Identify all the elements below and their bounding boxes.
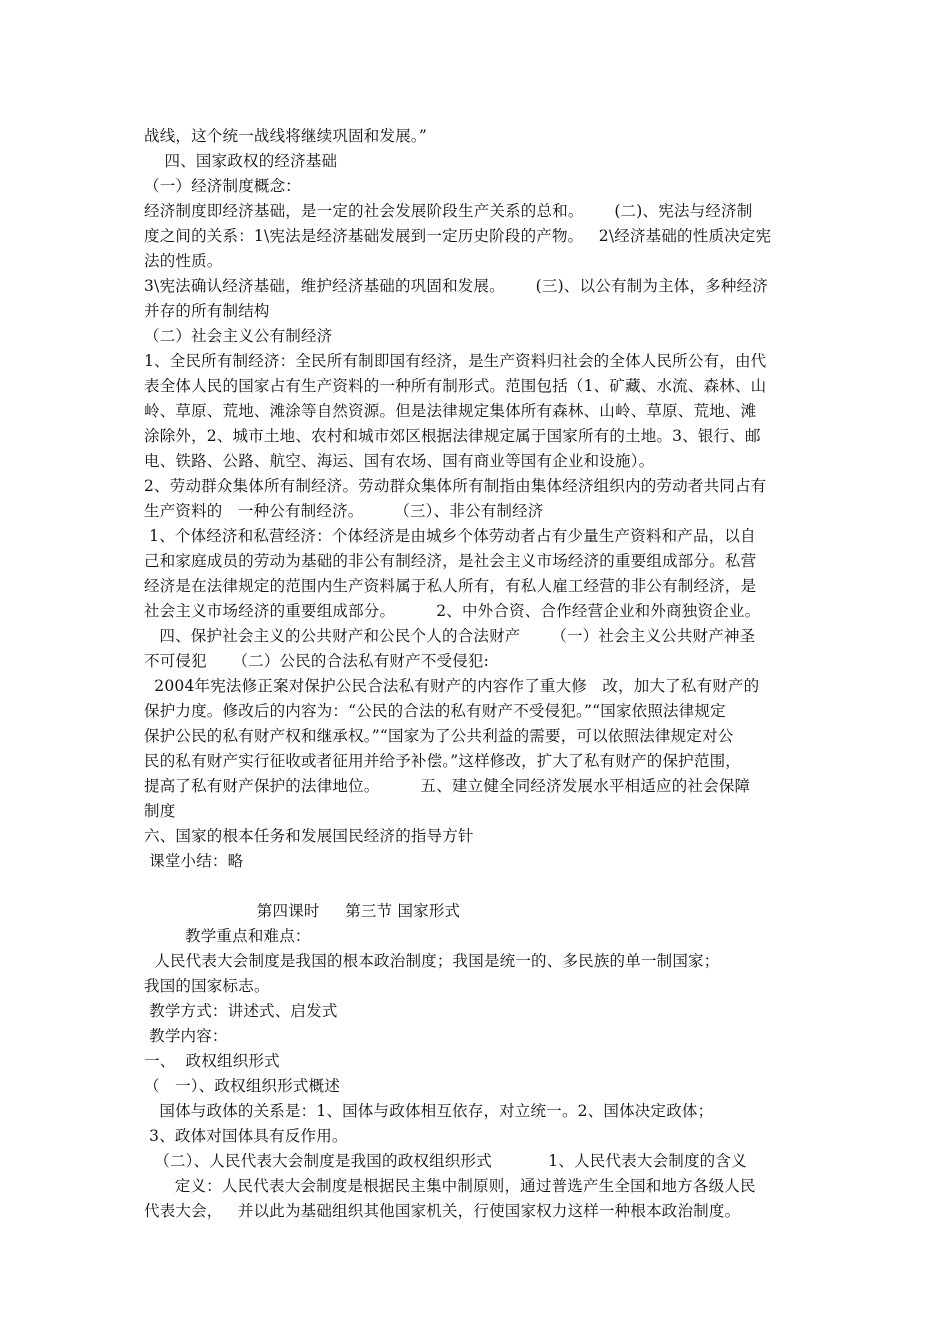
text-line: 经济是在法律规定的范围内生产资料属于私人所有，有私人雇工经营的非公有制经济，是 <box>144 577 757 595</box>
text-line: （二）、人民代表大会制度是我国的政权组织形式 1、人民代表大会制度的含义 <box>144 1152 747 1170</box>
text-line: 人民代表大会制度是我国的根本政治制度；我国是统一的、多民族的单一制国家； <box>144 952 720 970</box>
text-line: 保护公民的私有财产权和继承权。”“国家为了公共利益的需要，可以依照法律规定对公 <box>144 727 734 745</box>
text-line: 我国的国家标志。 <box>144 977 270 995</box>
subsection-heading: （ 一）、政权组织形式概述 <box>144 1077 341 1095</box>
text-line: 岭、草原、荒地、滩涂等自然资源。但是法律规定集体所有森林、山岭、草原、荒地、滩 <box>144 402 757 420</box>
text-line: 定义：人民代表大会制度是根据民主集中制原则，通过普选产生全国和地方各级人民 <box>144 1177 756 1195</box>
text-line: 生产资料的 一种公有制经济。 （三）、非公有制经济 <box>144 502 544 520</box>
text-line: 1、全民所有制经济：全民所有制即国有经济，是生产资料归社会的全体人民所公有，由代 <box>144 352 767 370</box>
section-heading: 六、国家的根本任务和发展国民经济的指导方针 <box>144 827 474 845</box>
text-line: 教学内容： <box>144 1027 228 1045</box>
text-line: 度之间的关系：1\宪法是经济基础发展到一定历史阶段的产物。 2\经济基础的性质决定宪 <box>144 227 772 245</box>
text-line: 国体与政体的关系是：1、国体与政体相互依存，对立统一。2、国体决定政体； <box>144 1102 714 1120</box>
text-line: 3\宪法确认经济基础，维护经济基础的巩固和发展。 (三)、以公有制为主体，多种经济 <box>144 277 768 295</box>
section-heading: 四、保护社会主义的公共财产和公民个人的合法财产 （一）社会主义公共财产神圣 <box>144 627 756 645</box>
lesson-title: 第四课时 第三节 国家形式 <box>144 902 461 920</box>
text-line: 经济制度即经济基础，是一定的社会发展阶段生产关系的总和。 (二)、宪法与经济制 <box>144 202 753 220</box>
text-line: 己和家庭成员的劳动为基础的非公有制经济，是社会主义市场经济的重要组成部分。私营 <box>144 552 757 570</box>
subsection-heading: （二）社会主义公有制经济 <box>144 327 333 345</box>
text-line: 表全体人民的国家占有生产资料的一种所有制形式。范围包括（1、矿藏、水流、森林、山 <box>144 377 767 395</box>
text-line: 涂除外，2、城市土地、农村和城市郊区根据法律规定属于国家所有的土地。3、银行、邮 <box>144 427 761 445</box>
text-line: 并存的所有制结构 <box>144 302 270 320</box>
text-line: 教学重点和难点： <box>144 927 311 945</box>
section-heading: 一、 政权组织形式 <box>144 1052 280 1070</box>
text-line: 2、劳动群众集体所有制经济。劳动群众集体所有制指由集体经济组织内的劳动者共同占有 <box>144 477 767 495</box>
text-line: 民的私有财产实行征收或者征用并给予补偿。”这样修改，扩大了私有财产的保护范围， <box>144 752 741 770</box>
text-line: 1、个体经济和私营经济：个体经济是由城乡个体劳动者占有少量生产资料和产品，以自 <box>144 527 756 545</box>
text-line: 提高了私有财产保护的法律地位。 五、建立健全同经济发展水平相适应的社会保障 <box>144 777 751 795</box>
text-line: 社会主义市场经济的重要组成部分。 2、中外合资、合作经营企业和外商独资企业。 <box>144 602 761 620</box>
subsection-heading: （一）经济制度概念： <box>144 177 302 195</box>
text-line: 代表大会， 并以此为基础组织其他国家机关，行使国家权力这样一种根本政治制度。 <box>144 1202 741 1220</box>
text-line: 法的性质。 <box>144 252 223 270</box>
text-line: 不可侵犯 （二）公民的合法私有财产不受侵犯: <box>144 652 490 670</box>
text-line: 保护力度。修改后的内容为：“公民的合法的私有财产不受侵犯。”“国家依照法律规定 <box>144 702 726 720</box>
text-line: 电、铁路、公路、航空、海运、国有农场、国有商业等国有企业和设施）。 <box>144 452 655 470</box>
text-line: 制度 <box>144 802 176 820</box>
text-line: 战线，这个统一战线将继续巩固和发展。” <box>144 127 427 145</box>
section-heading: 四、国家政权的经济基础 <box>144 152 338 170</box>
text-line: 3、政体对国体具有反作用。 <box>144 1127 348 1145</box>
text-line: 课堂小结：略 <box>144 852 244 870</box>
text-line: 2004年宪法修正案对保护公民合法私有财产的内容作了重大修 改，加大了私有财产的 <box>144 677 760 695</box>
text-line: 教学方式：讲述式、启发式 <box>144 1002 338 1020</box>
